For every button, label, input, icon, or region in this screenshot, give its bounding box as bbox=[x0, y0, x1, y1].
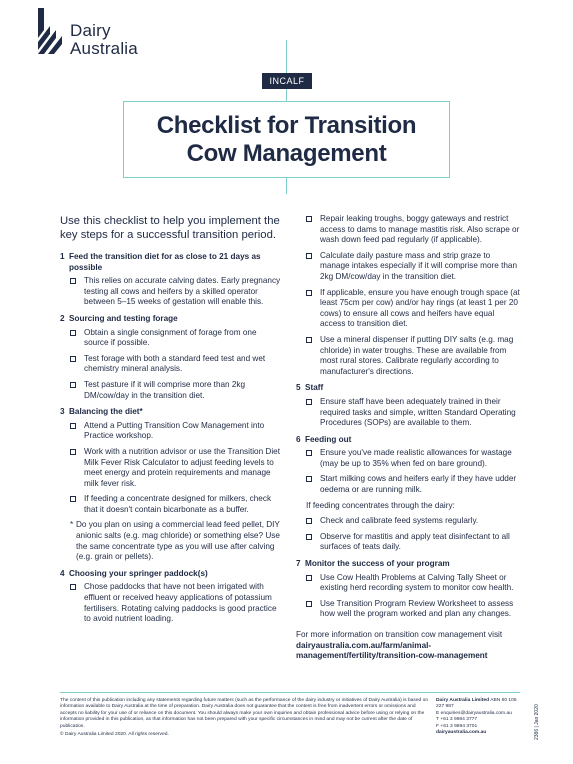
checklist-item[interactable]: If feeding a concentrate designed for milkers, check that it doesn't contain bicarbonate as a buffer. bbox=[60, 494, 282, 515]
left-column bbox=[60, 214, 282, 630]
checkbox[interactable] bbox=[306, 575, 312, 581]
header-line-mid bbox=[286, 89, 287, 101]
checklist-item[interactable]: Repair leaking troughs, boggy gateways and restrict access to dams to manage mastitis risk. Also scrape or wash down feed pad regularly (if applicable). bbox=[296, 214, 520, 246]
logo-stripes-icon bbox=[36, 8, 66, 58]
checklist-item[interactable]: Test forage with both a standard feed test and wet chemistry mineral analysis. bbox=[60, 354, 282, 375]
org-name: Dairy Australia Limited bbox=[436, 698, 490, 703]
checklist-item[interactable]: Ensure you've made realistic allowances for wastage (may be up to 35% when fed on bare ground). bbox=[296, 448, 520, 469]
diet-footnote: * Do you plan on using a commercial lead feed pellet, DIY anionic salts (e.g. mag chloride) or something else? Use the same concentrate type as you will use after calving (e.g. grain or pellets). bbox=[70, 520, 280, 562]
section-5-heading: 5 Staff bbox=[296, 383, 324, 393]
copyright-text: © Dairy Australia Limited 2020. All rights reserved. bbox=[60, 732, 169, 738]
footer-divider bbox=[60, 692, 520, 693]
more-info-text: For more information on transition cow management visit bbox=[296, 630, 503, 639]
checkbox[interactable] bbox=[70, 278, 76, 284]
checkbox[interactable] bbox=[306, 399, 312, 405]
checklist-item[interactable]: This relies on accurate calving dates. Early pregnancy testing all cows and heifers by a skilled operator between 5–15 weeks of gestation will enable this. bbox=[60, 276, 282, 308]
checklist-item[interactable]: Chose paddocks that have not been irrigated with effluent or received heavy applications of potassium fertilisers. Rotating calving paddocks is good practice to avoid nutrient loading. bbox=[60, 582, 282, 624]
title-line-1: Checklist for Transition bbox=[156, 112, 417, 139]
intro-text: Use this checklist to help you implement the key steps for a successful transition period. bbox=[60, 215, 280, 241]
title-box bbox=[123, 101, 450, 178]
right-column bbox=[296, 214, 520, 662]
contact-website[interactable]: dairyaustralia.com.au bbox=[436, 730, 487, 736]
section-7-heading: 7 Monitor the success of your program bbox=[296, 559, 450, 569]
checklist-item[interactable]: Use Cow Health Problems at Calving Tally Sheet or existing herd recording system to monitor cow health. bbox=[296, 573, 520, 594]
checklist-item[interactable]: If applicable, ensure you have enough trough space (at least 75cm per cow) and/or hay rings (at least 1 per 20 cows) to ensure all cows and heifers have equal access to transition diet. bbox=[296, 288, 520, 330]
document-code: 2386 | Jan 2020 bbox=[534, 704, 540, 740]
abn: ABN 60 105 227 987 bbox=[436, 698, 517, 710]
checkbox[interactable] bbox=[70, 449, 76, 455]
contact-phone: T +61 3 9694 3777 bbox=[436, 717, 478, 723]
checkbox[interactable] bbox=[306, 337, 312, 343]
checklist-item[interactable]: Start milking cows and heifers early if they have udder oedema or are running milk. bbox=[296, 474, 520, 495]
contact-fax: F +61 3 9694 3701 bbox=[436, 723, 478, 729]
checklist-item[interactable]: Calculate daily pasture mass and strip graze to manage intakes especially if it will comprise more than 2kg DM/cow/day in the transition diet. bbox=[296, 251, 520, 283]
incalf-tag: INCALF bbox=[262, 73, 312, 89]
dairy-australia-logo bbox=[36, 8, 166, 60]
checkbox[interactable] bbox=[306, 601, 312, 607]
checklist-item[interactable]: Check and calibrate feed systems regularly. bbox=[296, 516, 520, 527]
checkbox[interactable] bbox=[306, 253, 312, 259]
contact-email[interactable]: E enquiries@dairyaustralia.com.au bbox=[436, 710, 512, 716]
checkbox[interactable] bbox=[70, 330, 76, 336]
section-2-heading: 2 Sourcing and testing forage bbox=[60, 313, 178, 323]
logo-line-2: Australia bbox=[70, 39, 138, 58]
section-6-heading: 6 Feeding out bbox=[296, 434, 352, 444]
checklist-item[interactable]: Ensure staff have been adequately trained in their required tasks and simple, written Standard Operating Procedures (SOPs) are available to them. bbox=[296, 397, 520, 429]
checklist-item[interactable]: Test pasture if it will comprise more than 2kg DM/cow/day in the transition diet. bbox=[60, 380, 282, 401]
logo-wordmark bbox=[70, 22, 138, 58]
checklist-item[interactable]: Attend a Putting Transition Cow Management into Practice workshop. bbox=[60, 421, 282, 442]
disclaimer-text: The content of this publication including any statements regarding future matters (such as the performance of the dairy industry or initiatives of Dairy Australia) is based on information available to Dairy Australia at the time of preparation. Dairy Australia does not guarantee that the content is free from inadvertent errors or omissions and accepts no liability for your use of or reliance on this document. You should always make your own inquiries and obtain professional advice before using or relying on the information provided in this publication, as that information has not been prepared with your specific circumstances in mind and may not be current after the date of publication. bbox=[60, 698, 429, 729]
checkbox[interactable] bbox=[70, 584, 76, 590]
checklist-item[interactable]: Use a mineral dispenser if putting DIY salts (e.g. mag chloride) in water troughs. These are available from most rural stores. Calibrate regularly according to manufacturer's directions. bbox=[296, 335, 520, 377]
checkbox[interactable] bbox=[70, 423, 76, 429]
checkbox[interactable] bbox=[70, 496, 76, 502]
checkbox[interactable] bbox=[306, 476, 312, 482]
title-line-2: Cow Management bbox=[186, 140, 387, 167]
section-3-heading: 3 Balancing the diet* bbox=[60, 407, 143, 417]
footer-disclaimer bbox=[60, 698, 430, 738]
checkbox[interactable] bbox=[70, 382, 76, 388]
checkbox[interactable] bbox=[306, 450, 312, 456]
page-title bbox=[124, 102, 449, 168]
more-info-link[interactable]: dairyaustralia.com.au/farm/animal-management/fertility/transition-cow-management bbox=[296, 640, 488, 661]
checklist-item[interactable]: Use Transition Program Review Worksheet to assess how well the program worked and plan any changes. bbox=[296, 599, 520, 620]
header-line-top bbox=[286, 40, 287, 73]
concentrates-subheading: If feeding concentrates through the dairy: bbox=[306, 500, 455, 510]
section-1-heading: 1 Feed the transition diet for as close to 21 days as possible bbox=[60, 252, 261, 272]
footer-contact bbox=[436, 698, 518, 736]
checklist-item[interactable]: Observe for mastitis and apply teat disinfectant to all surfaces of teats daily. bbox=[296, 532, 520, 553]
checkbox[interactable] bbox=[306, 518, 312, 524]
header-line-bottom bbox=[286, 178, 287, 194]
section-4-heading: 4 Choosing your springer paddock(s) bbox=[60, 568, 208, 578]
more-info bbox=[296, 630, 520, 662]
checkbox[interactable] bbox=[306, 290, 312, 296]
logo-line-1: Dairy bbox=[70, 21, 111, 40]
checkbox[interactable] bbox=[70, 356, 76, 362]
checklist-item[interactable]: Obtain a single consignment of forage from one source if possible. bbox=[60, 328, 282, 349]
checkbox[interactable] bbox=[306, 534, 312, 540]
checkbox[interactable] bbox=[306, 216, 312, 222]
checklist-item[interactable]: Work with a nutrition advisor or use the Transition Diet Milk Fever Risk Calculator to adjust feeding levels to meet energy and protein requirements and manage milk fever risk. bbox=[60, 447, 282, 489]
